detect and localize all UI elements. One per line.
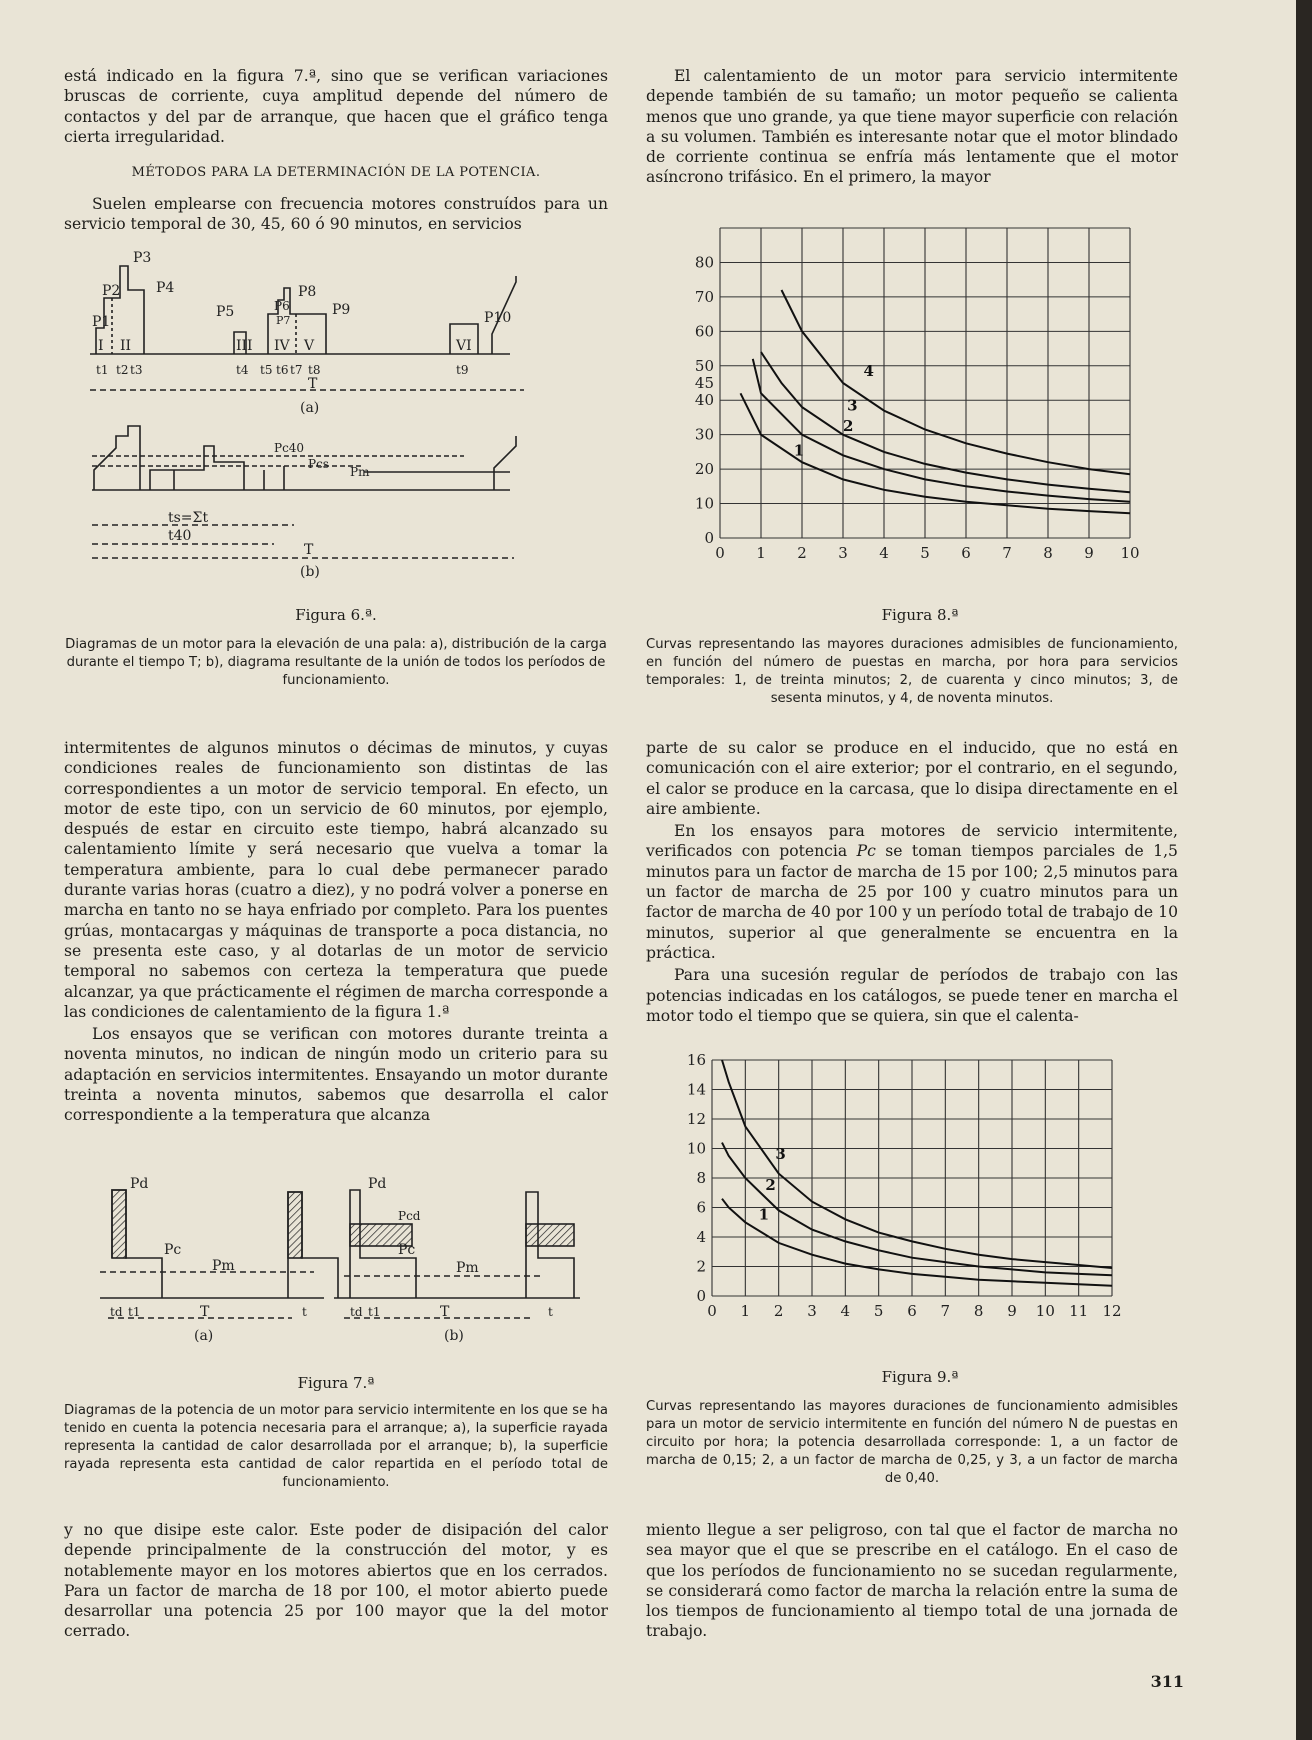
y-tick-label: 40 <box>694 391 714 410</box>
x-tick-label: 5 <box>873 1302 884 1320</box>
fig6a-period: V <box>304 338 315 354</box>
fig7a-label: td <box>110 1305 123 1319</box>
fig6a-total: T <box>308 376 318 392</box>
figure-9 <box>680 1050 1160 1394</box>
series-label-1: 1 <box>793 441 805 460</box>
fig6a-label: P8 <box>298 284 317 300</box>
y-tick-label: 20 <box>694 460 714 479</box>
y-tick-label: 4 <box>696 1228 706 1246</box>
paragraph: intermitentes de algunos minutos o décimas de minutos, y cuyas condiciones reales de funcionamiento son distintas de las correspondientes a un motor de servicio temporal. En efecto, un motor de este tipo, con un servicio de 60 minutos, por ejemplo, después de estar en circuito este tiempo, habrá alcanzado su calentamiento límite y será necesario que vuelva a tomar la temperatura ambiente, para lo cual debe permanecer parado durante varias horas (cuatro a diez), y no podrá volver a ponerse en marcha en tanto no se haya enfriado por completo. Para los puentes grúas, montacargas y máquinas de transporte a poca distancia, no se presenta este caso, y al dotarlas de un motor de servicio temporal no sabemos con certeza la temperatura que puede alcanzar, ya que prácticamente el régimen de marcha corresponde a las condiciones de calentamiento de la figura 1.ª <box>64 739 608 1021</box>
paragraph: Para una sucesión regular de períodos de trabajo con las potencias indicadas en los catálogos, se puede tener en marcha el motor todo el tiempo que se quiera, sin que el calenta- <box>646 966 1178 1025</box>
figure-7 <box>64 1168 608 1492</box>
y-tick-label: 0 <box>704 529 714 547</box>
fig7b-label: Pcd <box>398 1209 421 1223</box>
figure-8-caption: Curvas representando las mayores duraciones admisibles de funcionamiento, en función del número de puestas en marcha, por hora para servicios temporales: 1, de treinta minutos; 2, de cuarenta y cinco minutos; 3, de sesenta minutos, y 4, de noventa minutos. <box>646 637 1178 706</box>
fig7b-sub: (b) <box>444 1328 464 1344</box>
y-tick-label: 8 <box>696 1169 706 1187</box>
figure-6 <box>64 240 608 690</box>
series-line-2 <box>753 359 1130 502</box>
x-tick-label: 1 <box>756 544 766 562</box>
fig6a-period: II <box>120 338 132 354</box>
fig6a-period: IV <box>274 338 290 354</box>
x-tick-label: 7 <box>1002 544 1012 562</box>
fig6b-t40: t40 <box>168 528 192 544</box>
paragraph <box>646 821 1178 963</box>
fig6a-time: t7 <box>290 363 303 377</box>
fig6a-time: t9 <box>456 363 469 377</box>
left-column-bottom <box>64 1520 608 1644</box>
series-label-3: 3 <box>847 396 858 415</box>
fig6a-time: t8 <box>308 363 321 377</box>
x-tick-label: 0 <box>707 1302 717 1320</box>
section-heading: MÉTODOS PARA LA DETERMINACIÓN DE LA POTENCIA. <box>131 165 541 181</box>
fig7a-label: t1 <box>128 1305 141 1319</box>
fig6a-period: III <box>236 338 253 354</box>
fig7b-label: t <box>548 1305 553 1319</box>
series-line-3 <box>761 352 1130 492</box>
right-column-middle <box>646 738 1178 1028</box>
y-tick-label: 60 <box>694 322 714 341</box>
x-tick-label: 9 <box>1007 1302 1017 1320</box>
left-column-middle <box>64 738 608 1128</box>
x-tick-label: 4 <box>840 1302 851 1320</box>
x-tick-label: 12 <box>1102 1302 1122 1320</box>
fig6a-time: t1 <box>96 363 109 377</box>
text-run: se toman tiempos parciales de 1,5 minutos para un factor de marcha de 15 por 100; 2,5 minutos para un factor de marcha de 25 por 100 y cuatro minutos para un factor de marcha de 40 por 100 y un período total de trabajo de 10 minutos, superior al que generalmente se encuentra en la práctica. <box>646 842 1178 962</box>
fig7b-label: Pm <box>456 1260 479 1276</box>
paragraph: Los ensayos que se verifican con motores durante treinta a noventa minutos, no indican de ningún modo un criterio para su adaptación en servicios intermitentes. Ensayando un motor durante treinta a noventa minutos, sabemos que desarrolla el calor correspondiente a la temperatura que alcanza <box>64 1025 608 1125</box>
fig7b-label: t1 <box>368 1305 381 1319</box>
x-tick-label: 8 <box>1043 544 1053 562</box>
fig7a-label: t <box>302 1305 307 1319</box>
fig7a-sub: (a) <box>194 1328 214 1344</box>
x-tick-label: 10 <box>1120 544 1140 562</box>
fig6a-label: P4 <box>156 280 175 296</box>
x-tick-label: 3 <box>838 544 848 562</box>
y-tick-label: 0 <box>696 1287 706 1305</box>
fig6a-label: P6 <box>274 299 290 313</box>
x-tick-label: 6 <box>907 1302 917 1320</box>
paragraph: parte de su calor se produce en el inducido, que no está en comunicación con el aire exterior; por el contrario, en el segundo, el calor se produce en la carcasa, que lo disipa directamente en el aire ambiente. <box>646 739 1178 818</box>
fig6b-label: Pm <box>350 465 370 479</box>
x-tick-label: 6 <box>961 544 971 562</box>
figure-8-label: Figura 8.ª <box>881 606 959 624</box>
figure-6-caption: Diagramas de un motor para la elevación de una pala: a), distribución de la carga durante el tiempo T; b), diagrama resultante de la unión de todos los períodos de funcionamiento. <box>65 637 607 688</box>
fig7a-label: Pd <box>130 1176 149 1192</box>
fig6b-label: Pc40 <box>274 441 305 455</box>
figure-7-diagram <box>64 1168 608 1368</box>
paragraph: y no que disipe este calor. Este poder de disipación del calor depende principalmente de la construcción del motor, y es notablemente mayor en los motores abiertos que en los cerrados. Para un factor de marcha de 18 por 100, el motor abierto puede desarrollar una potencia 25 por 100 mayor que la del motor cerrado. <box>64 1521 608 1641</box>
figure-9-caption-block <box>646 1398 1178 1488</box>
fig6a-label: P10 <box>484 310 512 326</box>
fig7b-label: Pd <box>368 1176 387 1192</box>
x-tick-label: 9 <box>1084 544 1094 562</box>
x-tick-label: 10 <box>1035 1302 1055 1320</box>
fig7a-label: Pm <box>212 1258 235 1274</box>
fig6b-total: T <box>304 542 314 558</box>
figure-7-caption: Diagramas de la potencia de un motor para servicio intermitente en los que se ha tenido en cuenta la potencia necesaria para el arranque; a), la superficie rayada representa la cantidad de calor desarrollada por el arranque; b), la superficie rayada representa esta cantidad de calor repartida en el período total de funcionamiento. <box>64 1403 608 1490</box>
y-tick-label: 30 <box>694 425 714 444</box>
figure-8-caption-block <box>646 636 1178 708</box>
x-tick-label: 3 <box>807 1302 817 1320</box>
symbol-pc: Pc <box>856 842 876 861</box>
y-tick-label: 45 <box>694 374 714 392</box>
fig6a-label: P7 <box>276 314 291 327</box>
series-label-2: 2 <box>765 1175 776 1194</box>
figure-9-caption: Curvas representando las mayores duraciones de funcionamiento admisibles para un motor de servicio intermitente en función del número N de puestas en circuito por hora; la potencia desarrollada corresponde: 1, a un factor de marcha de 0,15; 2, a un factor de marcha de 0,25, y 3, a un factor de marcha de 0,40. <box>646 1399 1178 1486</box>
figure-6-label: Figura 6.ª. <box>295 606 377 624</box>
y-tick-label: 70 <box>694 287 714 306</box>
y-tick-label: 12 <box>686 1110 706 1128</box>
series-label-3: 3 <box>775 1144 786 1163</box>
y-tick-label: 50 <box>694 356 714 375</box>
x-tick-label: 1 <box>740 1302 751 1320</box>
y-tick-label: 16 <box>686 1051 706 1069</box>
x-tick-label: 4 <box>879 544 889 562</box>
fig6b-label: Pcs <box>308 457 329 471</box>
y-tick-label: 80 <box>694 253 714 272</box>
series-label-2: 2 <box>843 417 854 436</box>
fig6a-label: P9 <box>332 302 351 318</box>
y-tick-label: 2 <box>696 1257 706 1276</box>
paragraph: Suelen emplearse con frecuencia motores construídos para un servicio temporal de 30, 45, 60 ó 90 minutos, en servicios <box>64 195 608 234</box>
fig6b-sub: (b) <box>300 564 320 580</box>
fig6a-label: P5 <box>216 304 235 320</box>
x-tick-label: 2 <box>773 1302 784 1320</box>
figure-6-diagram <box>64 240 608 620</box>
y-tick-label: 10 <box>686 1139 706 1158</box>
fig6a-sub: (a) <box>300 400 320 416</box>
fig6a-label: P2 <box>102 283 121 299</box>
y-tick-label: 10 <box>694 494 714 513</box>
series-line-4 <box>782 290 1131 474</box>
fig6a-period: I <box>98 338 104 354</box>
paragraph: está indicado en la figura 7.ª, sino que se verifican variaciones bruscas de corriente, cuya amplitud depende del número de contactos y del par de arranque, que hacen que el gráfico tenga cierta irregularidad. <box>64 67 608 146</box>
page-number: 311 <box>1150 1672 1184 1691</box>
fig6a-time: t4 <box>236 363 249 377</box>
fig6a-period: VI <box>456 338 472 354</box>
x-tick-label: 7 <box>940 1302 951 1320</box>
fig7b-label: T <box>440 1304 450 1320</box>
left-column-top <box>64 66 608 237</box>
figure-9-label: Figura 9.ª <box>881 1368 959 1386</box>
figure-9-chart <box>680 1050 1160 1370</box>
fig6a-label: P1 <box>92 314 111 330</box>
figure-7-label: Figura 7.ª <box>297 1374 375 1392</box>
right-column-top <box>646 66 1178 190</box>
y-tick-label: 14 <box>686 1080 706 1099</box>
fig6a-time: t2 <box>116 363 129 377</box>
fig6a-label: P3 <box>133 250 152 266</box>
paragraph: miento llegue a ser peligroso, con tal que el factor de marcha no sea mayor que el que se prescribe en el catálogo. En el caso de que los períodos de funcionamiento no se sucedan regularmente, se considerará como factor de marcha la relación entre la suma de los tiempos de funcionamiento al tiempo total de una jornada de trabajo. <box>646 1521 1178 1641</box>
text-run: En los ensayos para motores de servicio intermitente, verificados con potencia <box>646 822 1178 861</box>
fig6a-time: t3 <box>130 363 143 377</box>
fig6a-time: t5 <box>260 363 273 377</box>
fig7b-label: Pc <box>398 1242 416 1258</box>
y-tick-label: 6 <box>696 1198 706 1217</box>
series-label-1: 1 <box>758 1205 770 1224</box>
x-tick-label: 11 <box>1069 1302 1089 1320</box>
x-tick-label: 0 <box>715 544 725 562</box>
x-tick-label: 2 <box>797 544 807 562</box>
series-label-4: 4 <box>863 362 874 381</box>
figure-8 <box>680 218 1160 632</box>
fig7b-label: td <box>350 1305 363 1319</box>
x-tick-label: 5 <box>920 544 930 562</box>
figure-8-chart <box>680 218 1160 614</box>
fig7a-label: T <box>200 1304 210 1320</box>
right-column-bottom <box>646 1520 1178 1644</box>
paragraph: El calentamiento de un motor para servicio intermitente depende también de su tamaño; un motor pequeño se calienta menos que uno grande, ya que tiene mayor superficie con relación a su volumen. También es interesante notar que el motor blindado de corriente continua se enfría más lentamente que el motor asíncrono trifásico. En el primero, la mayor <box>646 67 1178 187</box>
x-tick-label: 8 <box>973 1302 984 1320</box>
fig6a-time: t6 <box>276 363 289 377</box>
fig7a-label: Pc <box>164 1242 182 1258</box>
page-spine <box>1296 0 1312 1740</box>
fig6b-ts: ts=Σt <box>168 510 209 526</box>
